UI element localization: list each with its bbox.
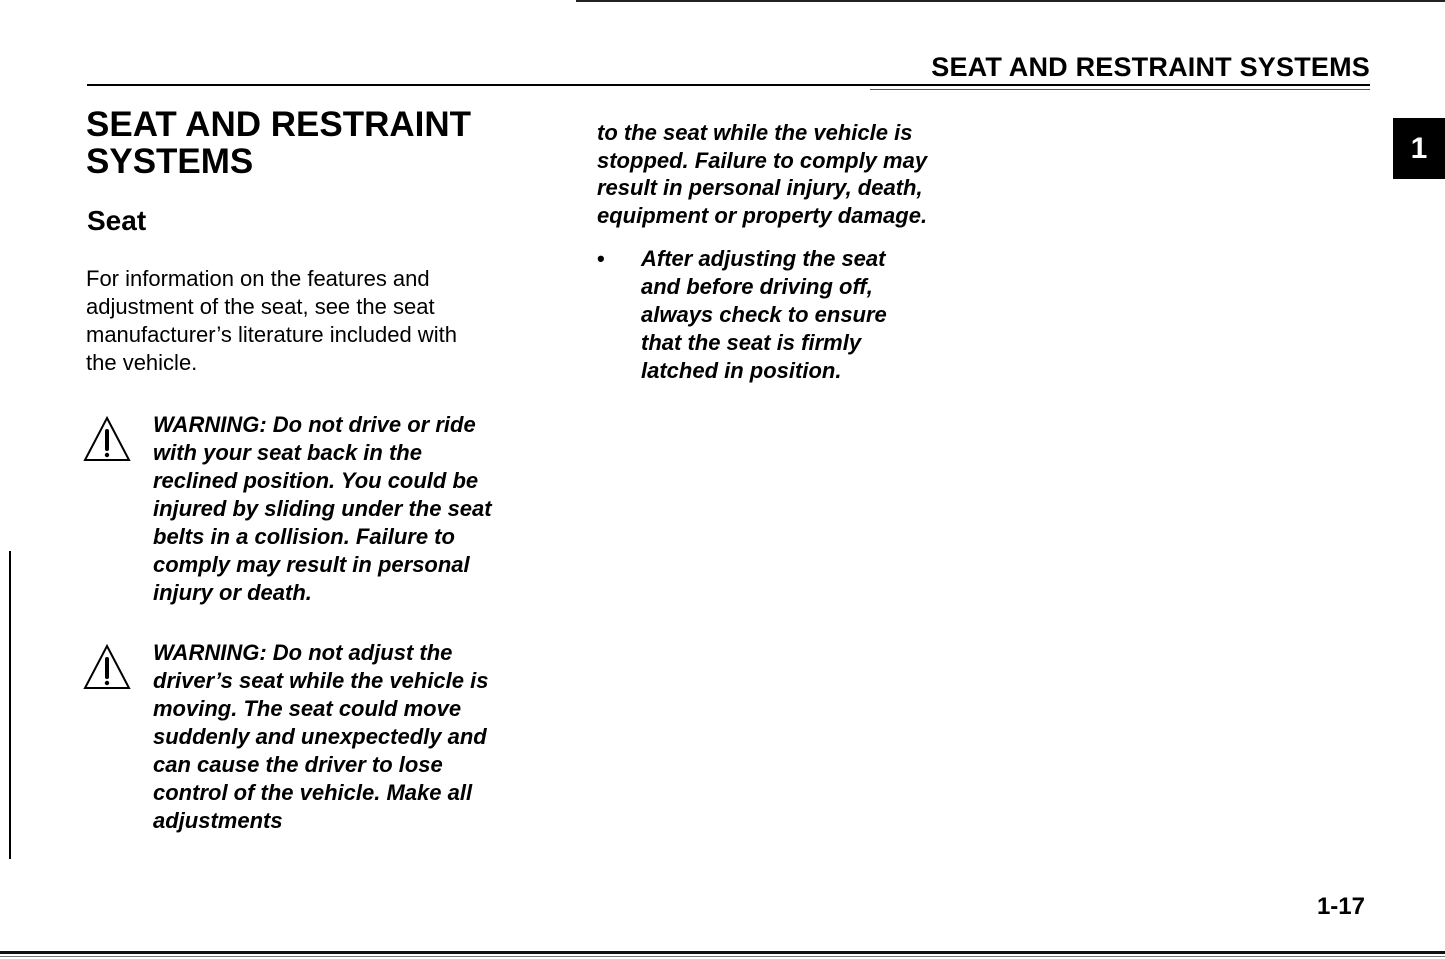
left-column [86,106,506,835]
intro-paragraph: For information on the features and adjustment of the seat, see the seat manufacturer’s literature included with the vehicle. [86,266,457,375]
warning-block [86,411,506,607]
bullet-item [597,245,937,385]
bottom-rule [0,951,1445,954]
bullet-marker: • [597,246,605,271]
warning-triangle-icon [82,415,132,463]
subsection-title: Seat [87,205,147,236]
warning-block [86,639,506,835]
top-scan-edge [576,0,1445,2]
warning-text: WARNING: Do not drive or ride with your seat back in the reclined position. You could be injured by sliding under the seat belts in a collision. Failure to comply may result in personal injury or death. [153,412,492,605]
page-number: 1-17 [1316,893,1365,920]
section-title: SEAT AND RESTRAINT SYSTEMS [86,105,471,181]
running-header: SEAT AND RESTRAINT SYSTEMS [931,52,1370,82]
warning-triangle-icon [82,643,132,691]
right-column [597,119,937,385]
bottom-rule-secondary [0,956,1445,957]
margin-rule [9,551,11,859]
header-rule-secondary [870,89,1370,90]
header-rule [87,84,1370,86]
warning-text: WARNING: Do not adjust the driver’s seat while the vehicle is moving. The seat could move suddenly and unexpectedly and can cause the driver to lose control of the vehicle. Make all adjustments [153,640,489,833]
bullet-text: After adjusting the seat and before driving off, always check to ensure that the seat is firmly latched in position. [641,246,887,383]
chapter-tab: 1 [1393,118,1445,179]
continued-warning-text: to the seat while the vehicle is stopped. Failure to comply may result in personal injury, death, equipment or property damage. [597,120,928,228]
